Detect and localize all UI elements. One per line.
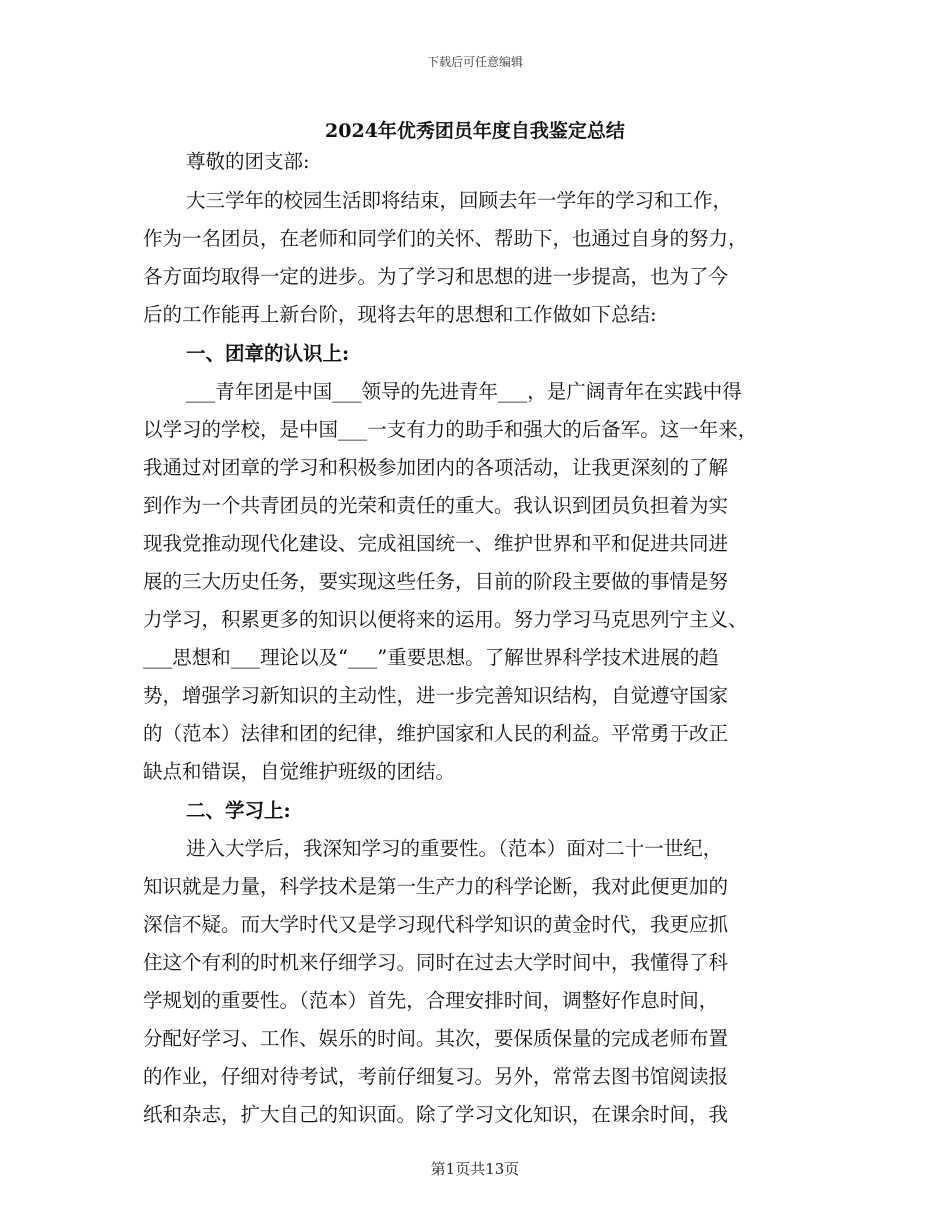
paragraph-line: 分配好学习、工作、娱乐的时间。其次，要保质保量的完成老师布置 xyxy=(143,1027,729,1050)
paragraph-line: 学规划的重要性。（范本）首先，合理安排时间，调整好作息时间， xyxy=(143,989,719,1012)
section-heading: 二、学习上: xyxy=(186,799,291,822)
paragraph-line: 势，增强学习新知识的主动性，进一步完善知识结构，自觉遵守国家 xyxy=(143,684,729,707)
paragraph-line: 缺点和错误，自觉维护班级的团结。 xyxy=(143,760,456,783)
paragraph-line: 我通过对团章的学习和积极参加团内的各项活动，让我更深刻的了解 xyxy=(143,456,729,479)
paragraph-line: 深信不疑。而大学时代又是学习现代科学知识的黄金时代，我更应抓 xyxy=(143,913,729,936)
paragraph-line: 住这个有利的时机来仔细学习。同时在过去大学时间中，我懂得了科 xyxy=(143,951,729,974)
paragraph-line: 大三学年的校园生活即将结束，回顾去年一学年的学习和工作， xyxy=(186,189,733,212)
page-header-note: 下载后可任意编辑 xyxy=(426,55,523,69)
paragraph-line: 的（范本）法律和团的纪律，维护国家和人民的利益。平常勇于改正 xyxy=(143,722,729,745)
paragraph-line: ___青年团是中国___领导的先进青年___，是广阔青年在实践中得 xyxy=(186,380,742,403)
document-title: 2024年优秀团员年度自我鉴定总结 xyxy=(325,120,625,142)
paragraph-line: 各方面均取得一定的进步。为了学习和思想的进一步提高，也为了今 xyxy=(143,265,729,288)
paragraph-line: 到作为一个共青团员的光荣和责任的重大。我认识到团员负担着为实 xyxy=(143,494,729,517)
page-number-footer: 第1页共13页 xyxy=(430,1160,520,1178)
paragraph-line: 作为一名团员，在老师和同学们的关怀、帮助下，也通过自身的努力， xyxy=(143,227,748,250)
paragraph-line: 以学习的学校，是中国___一支有力的助手和强大的后备军。这一年来， xyxy=(143,418,758,441)
paragraph-line: 展的三大历史任务，要实现这些任务，目前的阶段主要做的事情是努 xyxy=(143,570,729,593)
paragraph-line: 知识就是力量，科学技术是第一生产力的科学论断，我对此便更加的 xyxy=(143,875,729,898)
paragraph-line: 的作业，仔细对待考试，考前仔细复习。另外，常常去图书馆阅读报 xyxy=(143,1065,729,1088)
paragraph-line: ___思想和___理论以及“___”重要思想。了解世界科学技术进展的趋 xyxy=(143,646,719,669)
paragraph-line: 现我党推动现代化建设、完成祖国统一、维护世界和平和促进共同进 xyxy=(143,532,729,555)
paragraph-line: 进入大学后，我深知学习的重要性。（范本）面对二十一世纪， xyxy=(186,837,723,860)
salutation: 尊敬的团支部: xyxy=(186,150,310,173)
paragraph-line: 纸和杂志，扩大自己的知识面。除了学习文化知识，在课余时间，我 xyxy=(143,1103,729,1126)
paragraph-line: 后的工作能再上新台阶，现将去年的思想和工作做如下总结: xyxy=(143,303,657,326)
section-heading: 一、团章的认识上: xyxy=(186,342,350,365)
paragraph-line: 力学习，积累更多的知识以便将来的运用。努力学习马克思列宁主义、 xyxy=(143,608,748,631)
